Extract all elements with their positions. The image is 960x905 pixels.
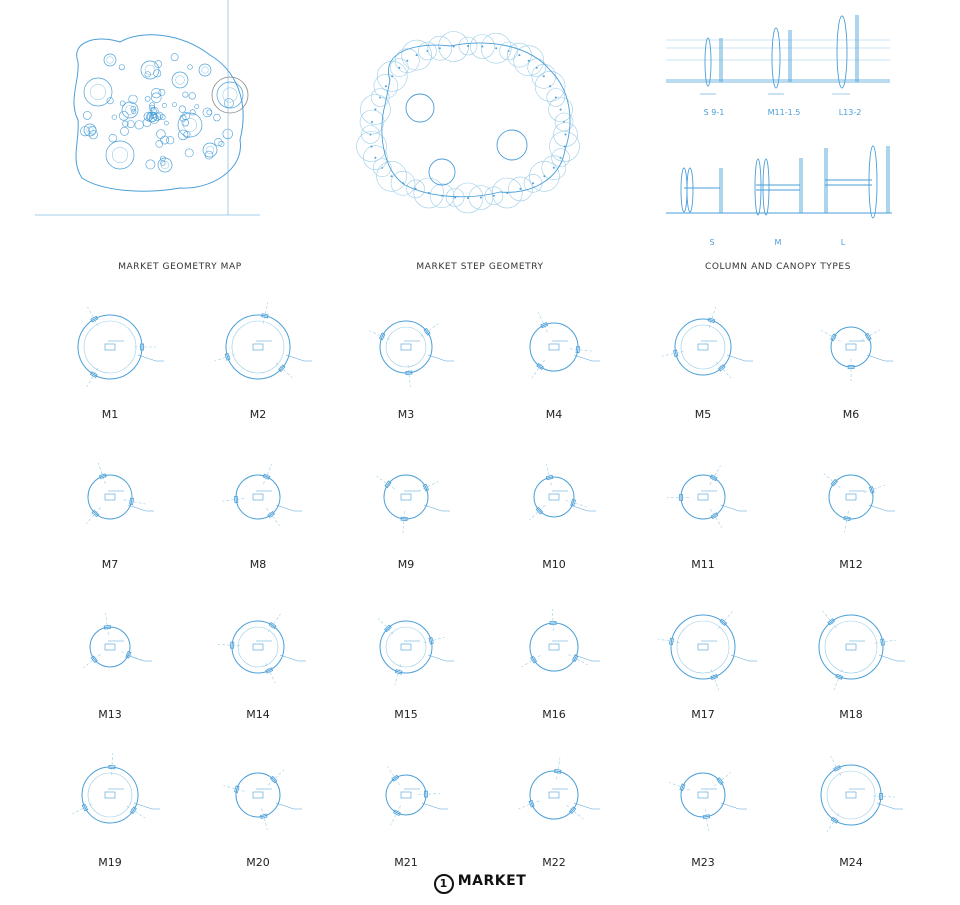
module-diagram-m24	[791, 750, 911, 840]
module-m6	[791, 302, 911, 392]
module-diagram-m17	[643, 602, 763, 692]
module-diagram-m16	[494, 602, 614, 692]
module-m18	[791, 602, 911, 692]
page-title-text: MARKET	[457, 873, 527, 889]
module-diagram-m11	[643, 452, 763, 542]
column-type-label-bottom-3: L	[840, 238, 846, 247]
module-label-m14: M14	[246, 708, 270, 721]
market-step-geometry	[360, 20, 590, 230]
module-m2	[198, 302, 318, 392]
module-label-m3: M3	[397, 408, 415, 421]
module-m10	[494, 452, 614, 542]
module-diagram-m8	[198, 452, 318, 542]
module-m8	[198, 452, 318, 542]
module-m11	[643, 452, 763, 542]
module-diagram-m3	[346, 302, 466, 392]
module-label-m8: M8	[249, 558, 267, 571]
module-label-m15: M15	[394, 708, 418, 721]
module-m21	[346, 750, 466, 840]
column-type-s-top	[705, 38, 722, 86]
column-type-label-bottom-1: S	[709, 238, 715, 247]
module-diagram-m12	[791, 452, 911, 542]
module-label-m2: M2	[249, 408, 267, 421]
module-diagram-m20	[198, 750, 318, 840]
module-label-m19: M19	[98, 856, 122, 869]
module-label-m4: M4	[545, 408, 563, 421]
module-label-m12: M12	[839, 558, 863, 571]
module-label-m5: M5	[694, 408, 712, 421]
caption-column-canopy: COLUMN AND CANOPY TYPES	[704, 262, 852, 272]
column-type-label-top-1: S 9-1	[703, 108, 725, 117]
module-diagram-m9	[346, 452, 466, 542]
module-m5	[643, 302, 763, 392]
column-type-l-top	[837, 15, 858, 88]
caption-step-geometry: MARKET STEP GEOMETRY	[416, 262, 544, 272]
module-m12	[791, 452, 911, 542]
module-label-m7: M7	[101, 558, 119, 571]
module-label-m16: M16	[542, 708, 566, 721]
column-type-m-top	[772, 28, 791, 88]
module-label-m10: M10	[542, 558, 566, 571]
module-m24	[791, 750, 911, 840]
module-diagram-m14	[198, 602, 318, 692]
module-diagram-m6	[791, 302, 911, 392]
section-number-badge: 1	[434, 874, 454, 894]
module-m15	[346, 602, 466, 692]
module-label-m13: M13	[98, 708, 122, 721]
module-label-m23: M23	[691, 856, 715, 869]
column-type-label-top-2: M11-1.5	[767, 108, 801, 117]
module-diagram-m19	[50, 750, 170, 840]
module-m16	[494, 602, 614, 692]
module-label-m11: M11	[691, 558, 715, 571]
column-type-m	[755, 158, 802, 215]
module-label-m18: M18	[839, 708, 863, 721]
column-type-label-bottom-2: M	[774, 238, 782, 247]
module-m1	[50, 302, 170, 392]
module-label-m6: M6	[842, 408, 860, 421]
module-label-m17: M17	[691, 708, 715, 721]
module-diagram-m18	[791, 602, 911, 692]
market-geometry-map	[30, 0, 260, 220]
module-label-m20: M20	[246, 856, 270, 869]
module-diagram-m15	[346, 602, 466, 692]
module-m9	[346, 452, 466, 542]
page-title	[0, 873, 960, 894]
module-m20	[198, 750, 318, 840]
module-m13	[50, 602, 170, 692]
module-diagram-m5	[643, 302, 763, 392]
column-type-label-top-3: L13-2	[838, 108, 862, 117]
caption-geometry-map: MARKET GEOMETRY MAP	[118, 262, 242, 272]
module-diagram-m7	[50, 452, 170, 542]
module-diagram-m10	[494, 452, 614, 542]
column-type-l	[825, 146, 889, 218]
module-m3	[346, 302, 466, 392]
module-m23	[643, 750, 763, 840]
module-m4	[494, 302, 614, 392]
column-type-s	[681, 168, 722, 213]
module-label-m22: M22	[542, 856, 566, 869]
module-label-m9: M9	[397, 558, 415, 571]
module-m7	[50, 452, 170, 542]
module-m19	[50, 750, 170, 840]
module-diagram-m21	[346, 750, 466, 840]
module-diagram-m22	[494, 750, 614, 840]
module-diagram-m13	[50, 602, 170, 692]
module-label-m24: M24	[839, 856, 863, 869]
column-canopy-types	[660, 10, 900, 250]
module-m17	[643, 602, 763, 692]
module-diagram-m1	[50, 302, 170, 392]
module-label-m21: M21	[394, 856, 418, 869]
module-m22	[494, 750, 614, 840]
module-diagram-m4	[494, 302, 614, 392]
module-m14	[198, 602, 318, 692]
module-diagram-m23	[643, 750, 763, 840]
module-label-m1: M1	[101, 408, 119, 421]
module-diagram-m2	[198, 302, 318, 392]
